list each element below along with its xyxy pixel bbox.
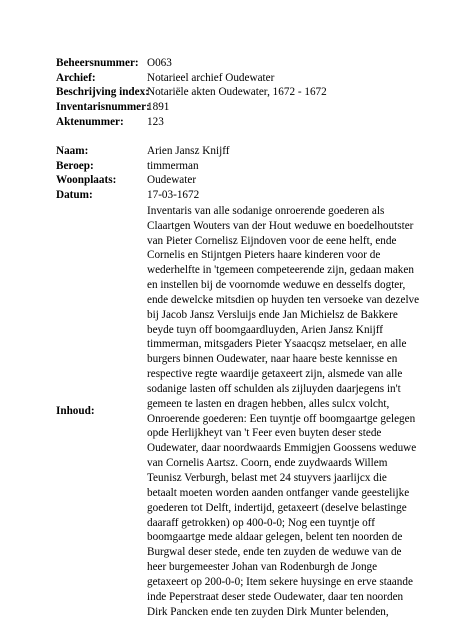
inhoud-line: getaxeert op 200-0-0; Item sekere huysinge en erve staande (147, 575, 413, 588)
inhoud-line: wederhelfte in 'tgemeen competeerende zijn, gedaan maken (147, 264, 414, 277)
field-label: Datum: (56, 189, 93, 202)
inhoud-line: Cornelis en Stijntgen Pieters haare kinderen voor de (147, 249, 381, 262)
field-value: timmerman (147, 159, 199, 172)
inhoud-line: respective regte waardije getaxeert zijn, alsmede van alle (147, 368, 403, 381)
field-label: Beheersnummer: (56, 57, 139, 69)
field-beroep (56, 159, 416, 174)
inhoud-line: sodanige lasten off schulden als zijluyden daarjegens in't (147, 382, 401, 395)
field-value: Notariële akten Oudewater, 1672 - 1672 (147, 86, 327, 99)
inhoud-line: daaraff getrokken) op 400-0-0; Nog een tuyntje off (147, 516, 375, 529)
field-naam (56, 144, 416, 159)
inhoud-line: burgers binnen Oudewater, naar haare beste kennisse en (147, 353, 398, 366)
field-label: Naam: (56, 145, 89, 158)
field-value: Notarieel archief Oudewater (147, 71, 275, 84)
field-archief (56, 71, 416, 86)
inhoud-line: opde Herlijkheyt van 't Feer even buyten deser stede (147, 427, 382, 440)
inhoud-line: en instellen bij de voornomde weduwe en desselfs dogter, (147, 279, 406, 292)
inhoud-line: betaalt moeten worden aanden ontfanger vande geestelijke (147, 486, 410, 499)
document-page (56, 56, 420, 619)
inhoud-line: bij Jacob Jansz Versluijs ende Jan Michielsz de Bakkere (147, 308, 398, 321)
field-value: 1891 (147, 101, 170, 114)
inhoud-line: beyde tuyn off boomgaardluyden, Arien Jansz Knijff (147, 323, 384, 336)
field-value: Oudewater (147, 174, 197, 187)
field-beheersnummer (56, 56, 416, 71)
field-label: Aktenummer: (56, 115, 124, 128)
inhoud-line: gemeen te lasten en dragen hebben, alles sulcx volcht, (147, 397, 390, 410)
person-fields (56, 144, 416, 203)
field-label: Inhoud: (56, 405, 95, 418)
field-inventarisnummer (56, 100, 416, 115)
inhoud-line: Burgwal deser stede, ende ten zuyden de weduwe van de (147, 546, 402, 559)
field-woonplaats (56, 173, 416, 188)
field-label: Inventarisnummer: (56, 101, 150, 114)
field-beschrijving-index (56, 85, 416, 100)
field-value: 17-03-1672 (147, 189, 200, 202)
inhoud-line: van Cornelis Aartsz. Coorn, ende zuydwaards Willem (147, 457, 388, 470)
inhoud-line: Inventaris van alle sodanige onroerende goederen als (147, 204, 385, 217)
inhoud-line: timmerman, mitsgaders Pieter Ysaacqsz metselaer, en alle (147, 338, 407, 351)
field-label: Archief: (56, 71, 96, 84)
inhoud-line: ende dewelcke mitsdien op huyden ten versoeke van dezelve (147, 293, 420, 306)
inhoud-line: boomgaartge mede aldaar gelegen, belent ten noorden de (147, 531, 403, 544)
header-fields (56, 56, 416, 130)
section-gap (56, 130, 416, 145)
inhoud-line: Teunisz Verburgh, belast met 24 stuyvers jaarlijcx die (147, 472, 387, 485)
field-label: Beroep: (56, 159, 94, 172)
inhoud-line: Onroerende goederen: Een tuyntje off boomgaartge gelegen (147, 412, 416, 425)
field-value: 123 (147, 115, 164, 128)
field-value: Arien Jansz Knijff (147, 145, 230, 158)
inhoud-line: Claartgen Wouters van der Hout weduwe en boedelhoutster (147, 219, 414, 232)
field-value: O063 (147, 57, 172, 69)
field-label: Beschrijving index: (56, 86, 149, 99)
inhoud-line: Dirk Pancken ende ten zuyden Dirk Munter belenden, (147, 605, 389, 618)
inhoud-line: heer burgemeester Johan van Rodenburgh de Jonge (147, 561, 378, 574)
inhoud-line: Oudewater, daar noordwaards Emmigjen Goossens weduwe (147, 442, 417, 455)
field-datum (56, 188, 416, 203)
inhoud-line: inde Peperstraat deser stede Oudewater, daar ten noorden (147, 590, 404, 603)
inhoud-line: van Pieter Cornelisz Eijndoven voor de eene helft, ende (147, 234, 397, 247)
inhoud-line: goederen tot Delft, indertijd, getaxeert (deselve belastinge (147, 501, 407, 514)
field-aktenummer (56, 115, 416, 130)
field-inhoud (56, 204, 420, 619)
field-label: Woonplaats: (56, 174, 117, 187)
inhoud-text (147, 204, 420, 619)
